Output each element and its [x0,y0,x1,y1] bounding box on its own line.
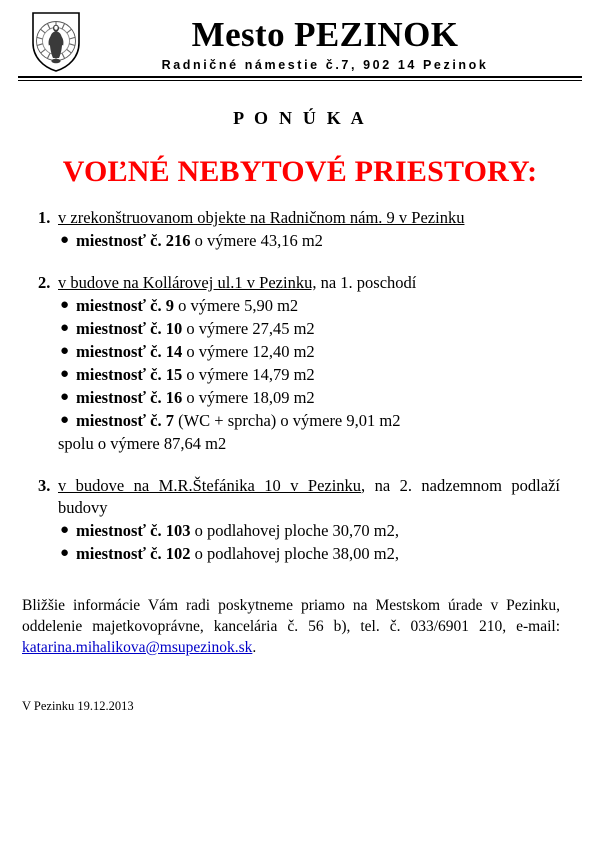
offer-word: P O N Ú K A [233,108,367,128]
room-detail: o výmere 27,45 m2 [182,319,315,338]
room-list [58,519,560,565]
contact-text-end: . [252,639,257,656]
room-detail: o podlahovej ploche 30,70 m2, [190,521,399,540]
organization-title: Mesto PEZINOK [191,15,459,54]
list-item [58,363,560,386]
letterhead [0,0,600,82]
item-heading-underlined: v budove na Kollárovej ul.1 v Pezinku, [58,273,317,292]
room-detail: o výmere 5,90 m2 [173,296,299,315]
bullet-icon: ● [60,297,70,313]
page-title: VOĽNÉ NEBYTOVÉ PRIESTORY: [62,155,538,188]
room-detail: o výmere 18,09 m2 [182,388,315,407]
email-link[interactable]: katarina.mihalikova@msupezinok.sk [22,639,253,656]
datestamp: V Pezinku 19.12.2013 [22,699,134,713]
item-heading-underlined: v zrekonštruovanom objekte na Radničnom nám. 9 v Pezinku [58,208,465,227]
room-label: miestnosť č. 102 [76,544,191,563]
item-heading-underlined: v budove na M.R.Štefánika 10 v Pezinku [58,476,362,495]
header-rule-thin [18,80,582,81]
organization-address: Radničné námestie č.7, 902 14 Pezinok [161,58,489,72]
room-label: miestnosť č. 216 [76,231,191,250]
contact-text: Bližšie informácie Vám radi poskytneme priamo na Mestskom úrade v Pezinku, oddelenie majetkovoprávne, kancelária č. 56 b), tel. č. 033/6901 210, e-mail: [22,597,560,635]
list-item [58,340,560,363]
item-number: 3. [38,476,51,495]
list-item [58,386,560,409]
room-detail: o výmere 14,79 m2 [182,365,315,384]
document-body [0,82,600,714]
item-heading-plain: na 1. poschodí [316,273,417,292]
room-label: miestnosť č. 103 [76,521,191,540]
room-detail: o výmere 12,40 m2 [182,342,315,361]
list-item [58,542,560,565]
list-item [0,272,600,455]
bullet-icon: ● [60,320,70,336]
room-list [58,229,560,252]
bullet-icon: ● [60,366,70,382]
item-heading [58,272,560,294]
item-number: 2. [38,273,51,292]
item-number: 1. [38,208,51,227]
room-label: miestnosť č. 14 [76,342,183,361]
item-heading [58,207,560,229]
list-item [0,207,600,252]
room-label: miestnosť č. 15 [76,365,183,384]
room-detail: o výmere 43,16 m2 [190,231,323,250]
bullet-icon: ● [60,389,70,405]
list-item [58,317,560,340]
item-heading [58,475,560,519]
bullet-icon: ● [60,232,70,248]
list-item [58,229,560,252]
header-rule-thick [18,76,582,78]
list-item [58,294,560,317]
room-label: miestnosť č. 7 [76,411,174,430]
list-item [0,475,600,565]
room-label: miestnosť č. 9 [76,296,174,315]
bullet-icon: ● [60,545,70,561]
bullet-icon: ● [60,412,70,428]
bullet-icon: ● [60,343,70,359]
total-area-line: spolu o výmere 87,64 m2 [58,434,227,453]
room-label: miestnosť č. 16 [76,388,183,407]
item-heading-plain: , na 2. nadzemnom podlaží budovy [58,476,560,517]
room-label: miestnosť č. 10 [76,319,183,338]
list-item [58,519,560,542]
property-list [0,207,600,565]
bullet-icon: ● [60,522,70,538]
pezinok-coat-of-arms-icon [31,11,81,73]
room-detail: (WC + sprcha) o výmere 9,01 m2 [173,411,401,430]
contact-paragraph [0,595,600,658]
room-detail: o podlahovej ploche 38,00 m2, [190,544,399,563]
room-list [58,294,560,432]
list-item [58,409,560,432]
